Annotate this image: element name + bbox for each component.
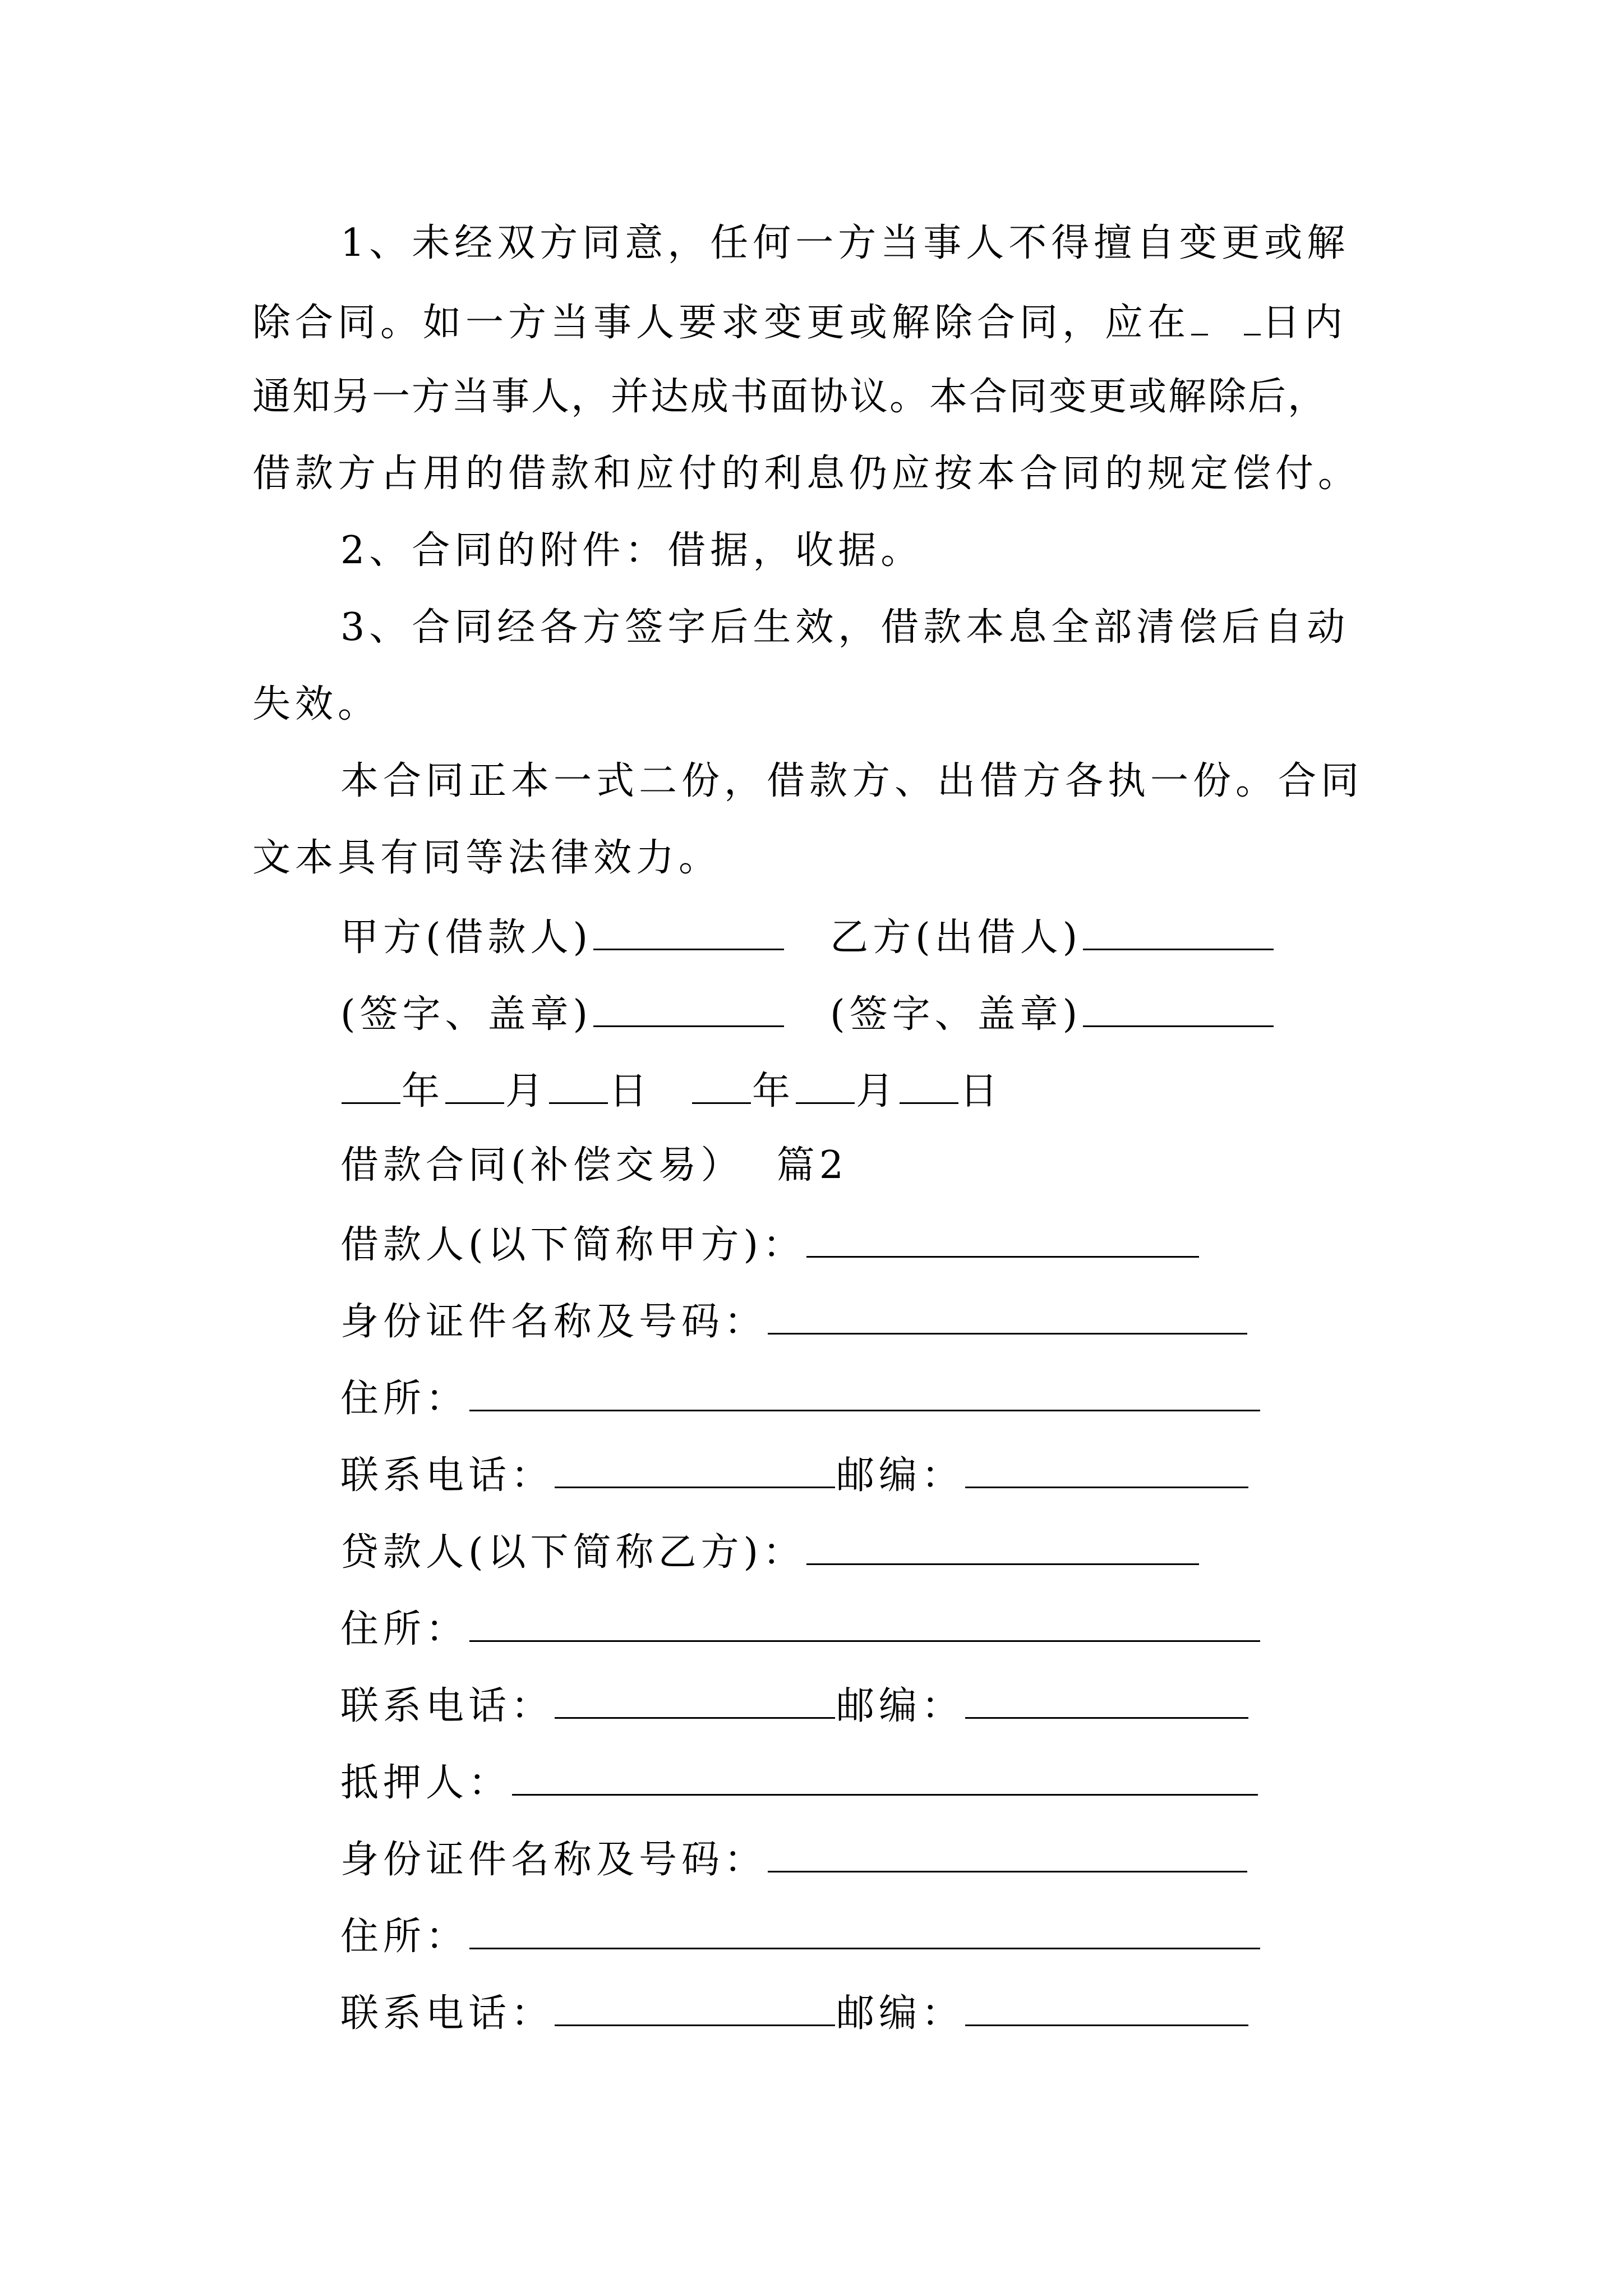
borrower-id-field[interactable] (768, 1300, 1247, 1335)
mortgagor-postcode-label: 邮编： (836, 1991, 965, 2036)
form-row-borrower-address (340, 1376, 1261, 1421)
form-row-mortgagor-address (340, 1914, 1261, 1959)
clause-1-text-4: 借款方占用的借款和应付的利息仍应按本合同的规定偿付。 (252, 452, 1361, 496)
section-title (340, 1143, 849, 1188)
lender-address-label: 住所： (340, 1607, 469, 1651)
date-a-day-blank[interactable] (549, 1070, 608, 1104)
days-blank-right[interactable] (1244, 301, 1261, 335)
borrower-address-label: 住所： (340, 1376, 469, 1421)
date-a-month: 月 (505, 1069, 548, 1114)
form-row-lender-address (340, 1608, 1261, 1649)
form-row-borrower-id (340, 1299, 1248, 1344)
mortgagor-phone-label: 联系电话： (340, 1991, 554, 2036)
mortgagor-id-field[interactable] (768, 1838, 1247, 1872)
clause-2-line-1 (340, 528, 924, 573)
clause-1-line-4 (252, 452, 1361, 496)
lender-label: 贷款人(以下简称乙方)： (340, 1530, 806, 1575)
copies-text-2: 文本具有同等法律效力。 (252, 836, 722, 880)
sign-b-label: (签字、盖章) (830, 992, 1082, 1037)
form-row-mortgagor-contact (340, 1991, 1249, 2036)
borrower-label: 借款人(以下简称甲方)： (340, 1222, 806, 1267)
date-b-year: 年 (752, 1069, 795, 1114)
date-a-year-blank[interactable] (342, 1070, 400, 1104)
borrower-field[interactable] (806, 1223, 1199, 1258)
sign-a-blank[interactable] (593, 993, 784, 1027)
party-a-label: 甲方(借款人) (340, 915, 593, 960)
copies-line-1 (340, 759, 1364, 803)
days-blank-left[interactable] (1191, 301, 1208, 335)
clause-1-line-2 (252, 300, 1348, 345)
copies-line-2 (252, 836, 722, 880)
clause-3-text-1: 3、合同经各方签字后生效，借款本息全部清偿后自动 (340, 605, 1350, 650)
clause-1-line-1 (340, 221, 1350, 265)
form-row-lender-contact (340, 1685, 1249, 1726)
date-b-month: 月 (856, 1069, 899, 1114)
mortgagor-label: 抵押人： (340, 1760, 511, 1805)
clause-2-text-1: 2、合同的附件：借据，收据。 (340, 528, 924, 573)
sign-b-blank[interactable] (1083, 993, 1274, 1027)
clause-3-line-1 (340, 605, 1350, 650)
borrower-id-label: 身份证件名称及号码： (340, 1299, 767, 1344)
clause-1-line-3 (252, 375, 1328, 419)
copies-text-1: 本合同正本一式二份，借款方、出借方各执一份。合同 (340, 759, 1364, 803)
mortgagor-postcode-field[interactable] (965, 1992, 1248, 2026)
date-a-month-blank[interactable] (445, 1070, 504, 1104)
signature-party-row (340, 915, 1275, 960)
lender-phone-label: 联系电话： (340, 1683, 554, 1728)
party-b-label: 乙方(出借人) (830, 915, 1082, 960)
lender-postcode-label: 邮编： (836, 1683, 965, 1728)
date-b-month-blank[interactable] (796, 1070, 855, 1104)
form-row-lender (340, 1530, 1200, 1575)
date-b-day-blank[interactable] (900, 1070, 958, 1104)
mortgagor-phone-field[interactable] (555, 1992, 835, 2026)
clause-1-text-3: 通知另一方当事人，并达成书面协议。本合同变更或解除后， (252, 375, 1328, 419)
mortgagor-id-label: 身份证件名称及号码： (340, 1837, 767, 1882)
lender-address-field[interactable] (469, 1608, 1260, 1642)
section-title-text: 借款合同(补偿交易） 篇2 (340, 1143, 849, 1188)
mortgagor-field[interactable] (512, 1761, 1258, 1796)
lender-postcode-field[interactable] (965, 1685, 1248, 1719)
lender-field[interactable] (806, 1531, 1199, 1565)
borrower-phone-label: 联系电话： (340, 1453, 554, 1498)
clause-1-days-suffix: 日内 (1262, 300, 1348, 345)
form-row-borrower (340, 1222, 1200, 1267)
borrower-postcode-field[interactable] (965, 1454, 1248, 1488)
signature-date-row (340, 1069, 1003, 1114)
clause-1-text-1: 1、未经双方同意，任何一方当事人不得擅自变更或解 (340, 221, 1350, 265)
date-b-year-blank[interactable] (692, 1070, 751, 1104)
mortgagor-address-label: 住所： (340, 1914, 469, 1959)
clause-3-line-2 (252, 682, 381, 726)
lender-phone-field[interactable] (555, 1685, 835, 1719)
clause-3-text-2: 失效。 (252, 682, 381, 726)
form-row-mortgagor (340, 1760, 1259, 1805)
party-a-blank[interactable] (593, 916, 784, 950)
borrower-phone-field[interactable] (555, 1454, 835, 1488)
mortgagor-address-field[interactable] (469, 1915, 1260, 1949)
borrower-postcode-label: 邮编： (836, 1453, 965, 1498)
form-row-mortgagor-id (340, 1837, 1248, 1882)
sign-a-label: (签字、盖章) (340, 992, 593, 1037)
clause-1-text-2: 除合同。如一方当事人要求变更或解除合同，应在 (252, 300, 1191, 345)
signature-sign-row (340, 992, 1275, 1037)
date-a-day: 日 (609, 1069, 652, 1114)
borrower-address-field[interactable] (469, 1377, 1260, 1411)
form-row-borrower-contact (340, 1453, 1249, 1498)
date-b-day: 日 (960, 1069, 1003, 1114)
date-a-year: 年 (402, 1069, 445, 1114)
party-b-blank[interactable] (1083, 916, 1274, 950)
